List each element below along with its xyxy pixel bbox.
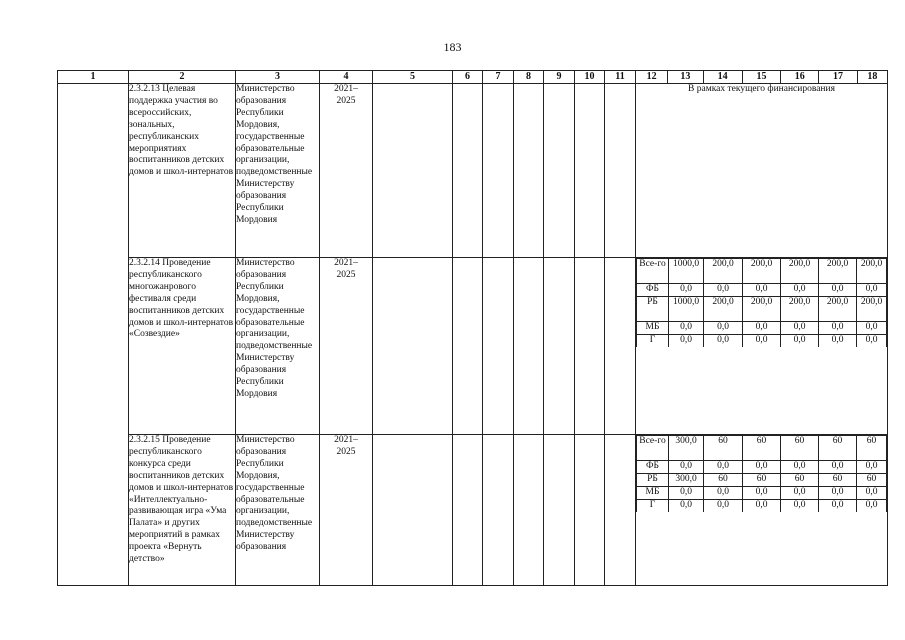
executor: Министерство образования Республики Мордовия, государственные образовательные организации, подведомственные Министерству образования	[236, 435, 320, 586]
empty-cell	[605, 84, 636, 258]
finance-value: 300,0	[669, 474, 704, 487]
empty-cell	[575, 258, 605, 435]
header-cell: 9	[544, 71, 575, 84]
finance-value: 0,0	[857, 335, 887, 348]
header-cell: 17	[819, 71, 857, 84]
finance-row	[637, 322, 887, 335]
finance-value: 0,0	[819, 487, 857, 500]
empty-cell	[453, 258, 483, 435]
finance-value: 300,0	[669, 436, 704, 461]
period-end: 2025	[336, 446, 356, 457]
finance-value: 1000,0	[669, 297, 704, 322]
finance-value: 200,0	[819, 297, 857, 322]
finance-value: 0,0	[743, 335, 781, 348]
finance-value: 0,0	[781, 322, 819, 335]
finance-value: 0,0	[704, 284, 743, 297]
finance-value: 0,0	[669, 487, 704, 500]
executor: Министерство образования Республики Мордовия, государственные образовательные организации, подведомственные Министерству образования Республики Мордовия	[236, 258, 320, 435]
finance-value: 0,0	[857, 284, 887, 297]
finance-value: 60	[743, 436, 781, 461]
finance-value: 200,0	[743, 297, 781, 322]
finance-source: Все-го	[637, 259, 669, 284]
header-cell: 16	[781, 71, 819, 84]
header-cell: 14	[703, 71, 742, 84]
period-end: 2025	[336, 269, 356, 280]
period-start: 2021–	[334, 258, 358, 268]
finance-value: 60	[704, 436, 743, 461]
empty-cell	[514, 258, 544, 435]
finance-value: 0,0	[743, 487, 781, 500]
empty-cell	[575, 84, 605, 258]
finance-value: 0,0	[743, 500, 781, 513]
finance-source: Г	[637, 335, 669, 348]
finance-cell	[636, 258, 888, 435]
header-cell: 6	[453, 71, 483, 84]
finance-source: ФБ	[637, 461, 669, 474]
header-cell: 2	[129, 71, 236, 84]
finance-value: 0,0	[819, 461, 857, 474]
header-cell: 7	[483, 71, 514, 84]
finance-value: 0,0	[669, 500, 704, 513]
finance-source: РБ	[637, 474, 669, 487]
empty-cell	[453, 435, 483, 586]
empty-cell	[483, 84, 514, 258]
finance-source: МБ	[637, 322, 669, 335]
empty-cell	[514, 435, 544, 586]
empty-cell	[544, 84, 575, 258]
finance-value: 0,0	[704, 487, 743, 500]
finance-value: 200,0	[704, 259, 743, 284]
header-cell: 18	[857, 71, 887, 84]
period	[320, 84, 373, 258]
finance-value: 0,0	[704, 461, 743, 474]
header-cell: 12	[636, 71, 668, 84]
header-cell: 1	[58, 71, 129, 84]
header-row	[58, 71, 888, 84]
finance-value: 0,0	[819, 322, 857, 335]
finance-value: 0,0	[743, 322, 781, 335]
header-cell: 8	[514, 71, 544, 84]
finance-value: 200,0	[781, 297, 819, 322]
finance-source: ФБ	[637, 284, 669, 297]
empty-cell	[514, 84, 544, 258]
finance-value: 200,0	[819, 259, 857, 284]
finance-source: Г	[637, 500, 669, 513]
finance-value: 0,0	[819, 500, 857, 513]
finance-value: 0,0	[704, 500, 743, 513]
finance-row	[637, 436, 887, 461]
table-row	[58, 84, 888, 258]
finance-row	[637, 461, 887, 474]
finance-value: 0,0	[857, 461, 887, 474]
header-cell: 4	[320, 71, 373, 84]
finance-row	[637, 259, 887, 284]
finance-value: 60	[781, 436, 819, 461]
header-cell: 3	[236, 71, 320, 84]
activity-name: 2.3.2.15 Проведение республиканского конкурса среди воспитанников детских домов и школ-интернатов «Интеллектуально-развивающая игра «Ума Палата» и других мероприятий в рамках проекта «Вернуть детство»	[129, 435, 236, 586]
empty-cell	[605, 435, 636, 586]
header-cell: 5	[373, 71, 453, 84]
empty-cell	[373, 84, 453, 258]
finance-value: 200,0	[857, 259, 887, 284]
empty-cell	[483, 435, 514, 586]
finance-value: 0,0	[743, 284, 781, 297]
period	[320, 435, 373, 586]
page-number: 183	[443, 40, 462, 54]
finance-value: 0,0	[743, 461, 781, 474]
executor: Министерство образования Республики Мордовия, государственные образовательные организации, подведомственные Министерству образования Республики Мордовия	[236, 84, 320, 258]
period-start: 2021–	[334, 435, 358, 445]
finance-value: 60	[857, 436, 887, 461]
funding-note: В рамках текущего финансирования	[636, 84, 888, 258]
finance-value: 60	[857, 474, 887, 487]
empty-cell	[544, 435, 575, 586]
finance-value: 0,0	[781, 500, 819, 513]
finance-value: 60	[819, 436, 857, 461]
header-cell: 11	[605, 71, 636, 84]
finance-row	[637, 284, 887, 297]
empty-cell	[58, 84, 129, 586]
finance-value: 0,0	[781, 284, 819, 297]
finance-value: 0,0	[781, 487, 819, 500]
header-cell: 10	[575, 71, 605, 84]
finance-value: 200,0	[743, 259, 781, 284]
finance-value: 1000,0	[669, 259, 704, 284]
period-end: 2025	[336, 95, 356, 106]
finance-value: 0,0	[704, 322, 743, 335]
table-row	[58, 258, 888, 435]
empty-cell	[605, 258, 636, 435]
finance-row	[637, 500, 887, 513]
finance-source: РБ	[637, 297, 669, 322]
finance-value: 0,0	[857, 500, 887, 513]
finance-value: 60	[819, 474, 857, 487]
finance-row	[637, 297, 887, 322]
header-cell: 15	[742, 71, 780, 84]
finance-value: 0,0	[669, 335, 704, 348]
finance-value: 60	[781, 474, 819, 487]
finance-table	[636, 435, 887, 512]
finance-value: 0,0	[819, 335, 857, 348]
header-cell: 13	[668, 71, 703, 84]
finance-table	[636, 258, 887, 347]
finance-value: 0,0	[669, 284, 704, 297]
program-table	[57, 70, 888, 586]
finance-source: МБ	[637, 487, 669, 500]
finance-row	[637, 487, 887, 500]
finance-row	[637, 474, 887, 487]
finance-cell	[636, 435, 888, 586]
finance-value: 60	[743, 474, 781, 487]
finance-value: 0,0	[781, 335, 819, 348]
empty-cell	[544, 258, 575, 435]
table-row	[58, 435, 888, 586]
finance-value: 0,0	[857, 322, 887, 335]
finance-value: 0,0	[857, 487, 887, 500]
empty-cell	[575, 435, 605, 586]
finance-source: Все-го	[637, 436, 669, 461]
finance-value: 200,0	[857, 297, 887, 322]
finance-row	[637, 335, 887, 348]
empty-cell	[373, 258, 453, 435]
period-start: 2021–	[334, 84, 358, 94]
finance-value: 0,0	[704, 335, 743, 348]
finance-value: 0,0	[669, 322, 704, 335]
finance-value: 60	[704, 474, 743, 487]
activity-name: 2.3.2.14 Проведение республиканского многожанрового фестиваля среди воспитанников детских домов и школ-интернатов «Созвездие»	[129, 258, 236, 435]
activity-name: 2.3.2.13 Целевая поддержка участия во всероссийских, зональных, республиканских мероприятиях воспитанников детских домов и школ-интернатов	[129, 84, 236, 258]
finance-value: 0,0	[781, 461, 819, 474]
finance-value: 200,0	[704, 297, 743, 322]
finance-value: 0,0	[819, 284, 857, 297]
empty-cell	[483, 258, 514, 435]
empty-cell	[373, 435, 453, 586]
finance-value: 200,0	[781, 259, 819, 284]
empty-cell	[453, 84, 483, 258]
finance-value: 0,0	[669, 461, 704, 474]
period	[320, 258, 373, 435]
